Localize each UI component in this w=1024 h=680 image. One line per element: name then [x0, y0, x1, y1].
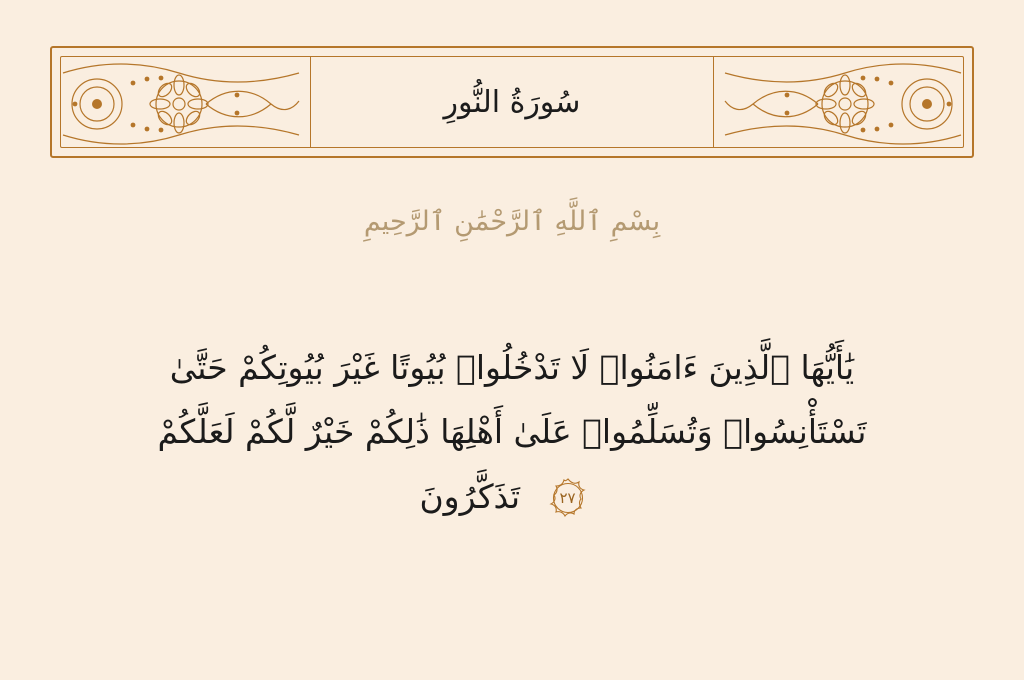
- ayah-text-block: [72, 336, 952, 529]
- basmala-text: بِسْمِ ٱللَّهِ ٱلرَّحْمَٰنِ ٱلرَّحِيمِ: [363, 206, 661, 237]
- right-ornament-panel: [723, 57, 963, 147]
- surah-title: سُورَةُ النُّورِ: [443, 84, 581, 120]
- surah-title-cartouche: [310, 57, 714, 147]
- ayah-line-text: تَذَكَّرُونَ: [419, 476, 521, 516]
- floral-medallion-icon: [61, 57, 301, 147]
- ayah-line: تَسْتَأْنِسُوا۟ وَتُسَلِّمُوا۟ عَلَىٰ أَهْلِهَا ذَٰلِكُمْ خَيْرٌ لَّكُمْ لَعَلَّكُمْ: [157, 412, 867, 452]
- ayah-number: ٢٧: [559, 488, 576, 507]
- ayah-line: يَٰأَيُّهَا ٱلَّذِينَ ءَامَنُوا۟ لَا تَدْخُلُوا۟ بُيُوتًا غَيْرَ بُيُوتِكُمْ حَتَّىٰ: [169, 348, 855, 387]
- ayah-number-medallion-icon: [545, 475, 591, 521]
- left-ornament-panel: [61, 57, 301, 147]
- ayah-line-with-marker: [72, 465, 952, 529]
- floral-medallion-icon: [723, 57, 963, 147]
- surah-header-frame: [50, 46, 974, 158]
